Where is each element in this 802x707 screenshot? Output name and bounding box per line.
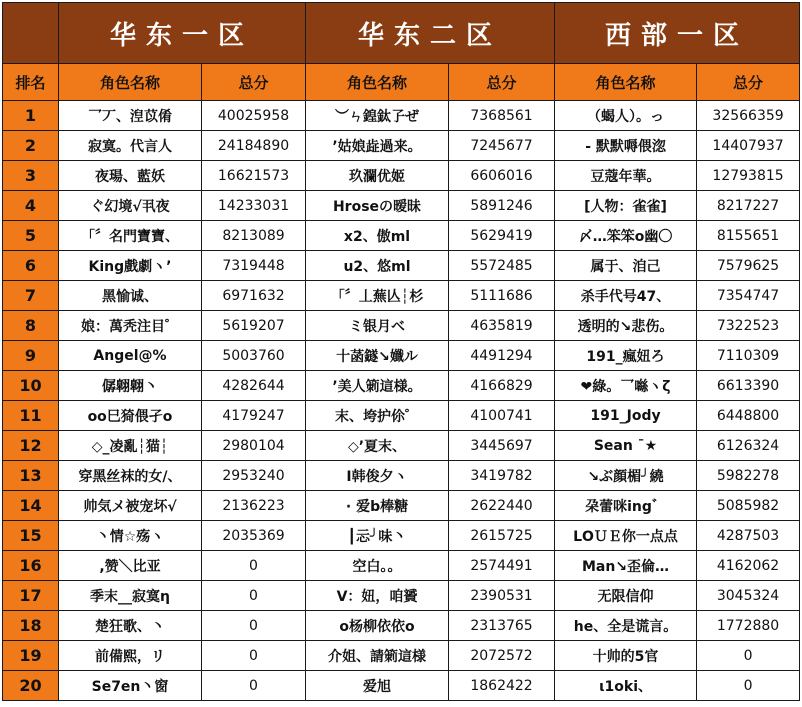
character-name-zone-3: 透明的↘悲伤。 <box>555 311 697 341</box>
character-name-zone-2: Hroseの暧昧 <box>306 191 449 221</box>
character-name-zone-1: ,赞＼比亚 <box>59 551 202 581</box>
character-name-zone-1: 前備熙，リ <box>59 641 202 671</box>
total-score-zone-2: 1862422 <box>449 671 555 701</box>
character-name-zone-1: 夜瑒、藍妖 <box>59 161 202 191</box>
total-score-zone-1: 6971632 <box>202 281 306 311</box>
table-row <box>3 161 800 191</box>
rank-cell: 17 <box>3 581 59 611</box>
total-score-zone-2: 4166829 <box>449 371 555 401</box>
rank-cell: 19 <box>3 641 59 671</box>
total-score-zone-2: 7245677 <box>449 131 555 161</box>
total-score-zone-3: 3045324 <box>697 581 800 611</box>
rank-cell: 2 <box>3 131 59 161</box>
table-row <box>3 641 800 671</box>
total-score-zone-2: 2622440 <box>449 491 555 521</box>
table-row <box>3 551 800 581</box>
total-score-zone-3: 6126324 <box>697 431 800 461</box>
total-score-zone-3: 6448800 <box>697 401 800 431</box>
character-name-zone-2: o杨柳依依o <box>306 611 449 641</box>
total-score-zone-3: 7354747 <box>697 281 800 311</box>
table-row <box>3 461 800 491</box>
total-score-zone-1: 4282644 <box>202 371 306 401</box>
total-score-zone-1: 40025958 <box>202 101 306 131</box>
character-name-zone-2: ┃忈╯味丶 <box>306 521 449 551</box>
total-score-zone-1: 0 <box>202 611 306 641</box>
total-score-zone-2: 3419782 <box>449 461 555 491</box>
rank-cell: 13 <box>3 461 59 491</box>
character-name-zone-3: 191_Jody <box>555 401 697 431</box>
character-name-zone-1: ◇_凌亂┆猫┆ <box>59 431 202 461</box>
total-score-zone-1: 24184890 <box>202 131 306 161</box>
table-row <box>3 491 800 521</box>
total-score-zone-3: 0 <box>697 641 800 671</box>
table-row <box>3 281 800 311</box>
score-header-zone-3: 总分 <box>697 64 800 101</box>
character-name-zone-2: 「〞丄蕪亾┆杉 <box>306 281 449 311</box>
total-score-zone-2: 6606016 <box>449 161 555 191</box>
character-name-zone-2: ミ银月ベ <box>306 311 449 341</box>
total-score-zone-1: 2980104 <box>202 431 306 461</box>
rank-cell: 5 <box>3 221 59 251</box>
character-name-zone-3: ❤綠。乛噝ヽζ <box>555 371 697 401</box>
table-row <box>3 131 800 161</box>
total-score-zone-3: 7110309 <box>697 341 800 371</box>
leaderboard <box>2 2 799 701</box>
character-name-zone-1: 僝翺翺丶 <box>59 371 202 401</box>
table-row <box>3 431 800 461</box>
total-score-zone-1: 0 <box>202 671 306 701</box>
character-name-zone-3: 杀手代号47、 <box>555 281 697 311</box>
total-score-zone-1: 5619207 <box>202 311 306 341</box>
rank-cell: 14 <box>3 491 59 521</box>
character-name-zone-2: · 爱b棒糖 <box>306 491 449 521</box>
total-score-zone-2: 2390531 <box>449 581 555 611</box>
character-name-zone-2: 介姐、請箣這様 <box>306 641 449 671</box>
table-row <box>3 191 800 221</box>
score-header-zone-1: 总分 <box>202 64 306 101</box>
rank-cell: 15 <box>3 521 59 551</box>
character-name-zone-3: 十帅的5官 <box>555 641 697 671</box>
rank-cell: 6 <box>3 251 59 281</box>
character-name-zone-3: 朶蕾咪ing゛ <box>555 491 697 521</box>
total-score-zone-1: 16621573 <box>202 161 306 191</box>
character-name-zone-1: 季末__寂寞η <box>59 581 202 611</box>
character-name-zone-3: 191_瘋妞ろ <box>555 341 697 371</box>
character-name-zone-3: 豆蔻年華。 <box>555 161 697 191</box>
character-name-zone-2: 爱旭 <box>306 671 449 701</box>
character-name-zone-1: 「〞名門寶寶、 <box>59 221 202 251</box>
table-row <box>3 671 800 701</box>
total-score-zone-2: 5572485 <box>449 251 555 281</box>
character-name-zone-1: ぐ幻境√丮夜 <box>59 191 202 221</box>
character-name-zone-3: [人物：雀雀] <box>555 191 697 221</box>
table-row <box>3 401 800 431</box>
total-score-zone-1: 8213089 <box>202 221 306 251</box>
total-score-zone-2: 3445697 <box>449 431 555 461</box>
table-row <box>3 581 800 611</box>
total-score-zone-2: 2615725 <box>449 521 555 551</box>
total-score-zone-2: 4635819 <box>449 311 555 341</box>
character-name-zone-2: ’美人箣這様。 <box>306 371 449 401</box>
total-score-zone-1: 2035369 <box>202 521 306 551</box>
rank-cell: 11 <box>3 401 59 431</box>
character-name-zone-2: x2、傲ml <box>306 221 449 251</box>
rank-cell: 18 <box>3 611 59 641</box>
name-header-zone-1: 角色名称 <box>59 64 202 101</box>
character-name-zone-1: 黑愉诚、 <box>59 281 202 311</box>
ranking-rows <box>3 101 800 701</box>
rank-cell: 12 <box>3 431 59 461</box>
character-name-zone-2: 空白。。 <box>306 551 449 581</box>
name-header-zone-3: 角色名称 <box>555 64 697 101</box>
total-score-zone-1: 0 <box>202 581 306 611</box>
character-name-zone-3: LОＵＥ你一点点 <box>555 521 697 551</box>
total-score-zone-3: 0 <box>697 671 800 701</box>
character-name-zone-2: ︶ㄣ鍠鈦孒ぜ <box>306 101 449 131</box>
character-name-zone-1: Angel@% <box>59 341 202 371</box>
total-score-zone-3: 12793815 <box>697 161 800 191</box>
total-score-zone-1: 7319448 <box>202 251 306 281</box>
total-score-zone-2: 4491294 <box>449 341 555 371</box>
character-name-zone-2: u2、悠ml <box>306 251 449 281</box>
character-name-zone-1: 娘：萬秃注目゜ <box>59 311 202 341</box>
table-row <box>3 371 800 401</box>
total-score-zone-3: 8155651 <box>697 221 800 251</box>
rank-cell: 1 <box>3 101 59 131</box>
total-score-zone-1: 2953240 <box>202 461 306 491</box>
character-name-zone-2: 玖瀾优姬 <box>306 161 449 191</box>
character-name-zone-3: - 默默嗕偎淴 <box>555 131 697 161</box>
character-name-zone-3: 属于、洎己 <box>555 251 697 281</box>
total-score-zone-1: 5003760 <box>202 341 306 371</box>
character-name-zone-3: 无限信仰 <box>555 581 697 611</box>
rank-cell: 16 <box>3 551 59 581</box>
table-row <box>3 311 800 341</box>
total-score-zone-1: 14233031 <box>202 191 306 221</box>
column-header-row <box>3 64 800 101</box>
rank-cell: 3 <box>3 161 59 191</box>
table-row <box>3 341 800 371</box>
character-name-zone-2: V：妞，咱贇 <box>306 581 449 611</box>
character-name-zone-1: 丶情☆殇ヽ <box>59 521 202 551</box>
total-score-zone-2: 5891246 <box>449 191 555 221</box>
character-name-zone-1: 乛丆、湼苡倄 <box>59 101 202 131</box>
table-row <box>3 101 800 131</box>
character-name-zone-1: oo巳猗偎孑o <box>59 401 202 431</box>
total-score-zone-1: 2136223 <box>202 491 306 521</box>
table-row <box>3 251 800 281</box>
name-header-zone-2: 角色名称 <box>306 64 449 101</box>
total-score-zone-1: 0 <box>202 551 306 581</box>
character-name-zone-2: 末、垮护伱゜ <box>306 401 449 431</box>
rank-cell: 4 <box>3 191 59 221</box>
character-name-zone-3: he、全是谎言。 <box>555 611 697 641</box>
character-name-zone-3: （蝎人）。っ <box>555 101 697 131</box>
character-name-zone-3: Man↘歪倫… <box>555 551 697 581</box>
rank-header: 排名 <box>3 64 59 101</box>
character-name-zone-2: I韩俊夕ヽ <box>306 461 449 491</box>
character-name-zone-1: Se7en丶窗 <box>59 671 202 701</box>
rank-cell: 9 <box>3 341 59 371</box>
zone-header-row <box>3 3 800 64</box>
ranking-table <box>2 2 800 701</box>
rank-cell: 7 <box>3 281 59 311</box>
total-score-zone-2: 5629419 <box>449 221 555 251</box>
total-score-zone-2: 5111686 <box>449 281 555 311</box>
total-score-zone-2: 2313765 <box>449 611 555 641</box>
total-score-zone-3: 7579625 <box>697 251 800 281</box>
total-score-zone-3: 4287503 <box>697 521 800 551</box>
total-score-zone-3: 7322523 <box>697 311 800 341</box>
total-score-zone-3: 4162062 <box>697 551 800 581</box>
character-name-zone-3: ι1oki、 <box>555 671 697 701</box>
character-name-zone-3: 〆…笨笨o幽〇 <box>555 221 697 251</box>
zone-title-1: 华东一区 <box>59 3 306 64</box>
character-name-zone-1: 帅気メ被宠坏√ <box>59 491 202 521</box>
score-header-zone-2: 总分 <box>449 64 555 101</box>
character-name-zone-2: ’姑娘歮過来。 <box>306 131 449 161</box>
total-score-zone-3: 32566359 <box>697 101 800 131</box>
rank-cell: 10 <box>3 371 59 401</box>
total-score-zone-1: 4179247 <box>202 401 306 431</box>
total-score-zone-3: 6613390 <box>697 371 800 401</box>
total-score-zone-2: 2574491 <box>449 551 555 581</box>
character-name-zone-1: 穿黑丝袜的女/、 <box>59 461 202 491</box>
character-name-zone-1: 寂寞。代言人 <box>59 131 202 161</box>
total-score-zone-1: 0 <box>202 641 306 671</box>
table-row <box>3 221 800 251</box>
character-name-zone-3: Sean ˉ★ <box>555 431 697 461</box>
character-name-zone-1: 楚狂歌、丶 <box>59 611 202 641</box>
total-score-zone-3: 8217227 <box>697 191 800 221</box>
total-score-zone-3: 5085982 <box>697 491 800 521</box>
rank-cell: 20 <box>3 671 59 701</box>
zone-title-2: 华东二区 <box>306 3 555 64</box>
total-score-zone-2: 4100741 <box>449 401 555 431</box>
total-score-zone-3: 1772880 <box>697 611 800 641</box>
table-row <box>3 521 800 551</box>
character-name-zone-3: ↘ぶ顔楣╯繞 <box>555 461 697 491</box>
character-name-zone-1: King戲劇ヽ’ <box>59 251 202 281</box>
total-score-zone-2: 2072572 <box>449 641 555 671</box>
rank-cell: 8 <box>3 311 59 341</box>
character-name-zone-2: 十菡鐩↘孅ル <box>306 341 449 371</box>
character-name-zone-2: ◇’夏末、 <box>306 431 449 461</box>
total-score-zone-3: 5982278 <box>697 461 800 491</box>
table-row <box>3 611 800 641</box>
total-score-zone-2: 7368561 <box>449 101 555 131</box>
zone-title-3: 西部一区 <box>555 3 800 64</box>
total-score-zone-3: 14407937 <box>697 131 800 161</box>
corner-cell <box>3 3 59 64</box>
